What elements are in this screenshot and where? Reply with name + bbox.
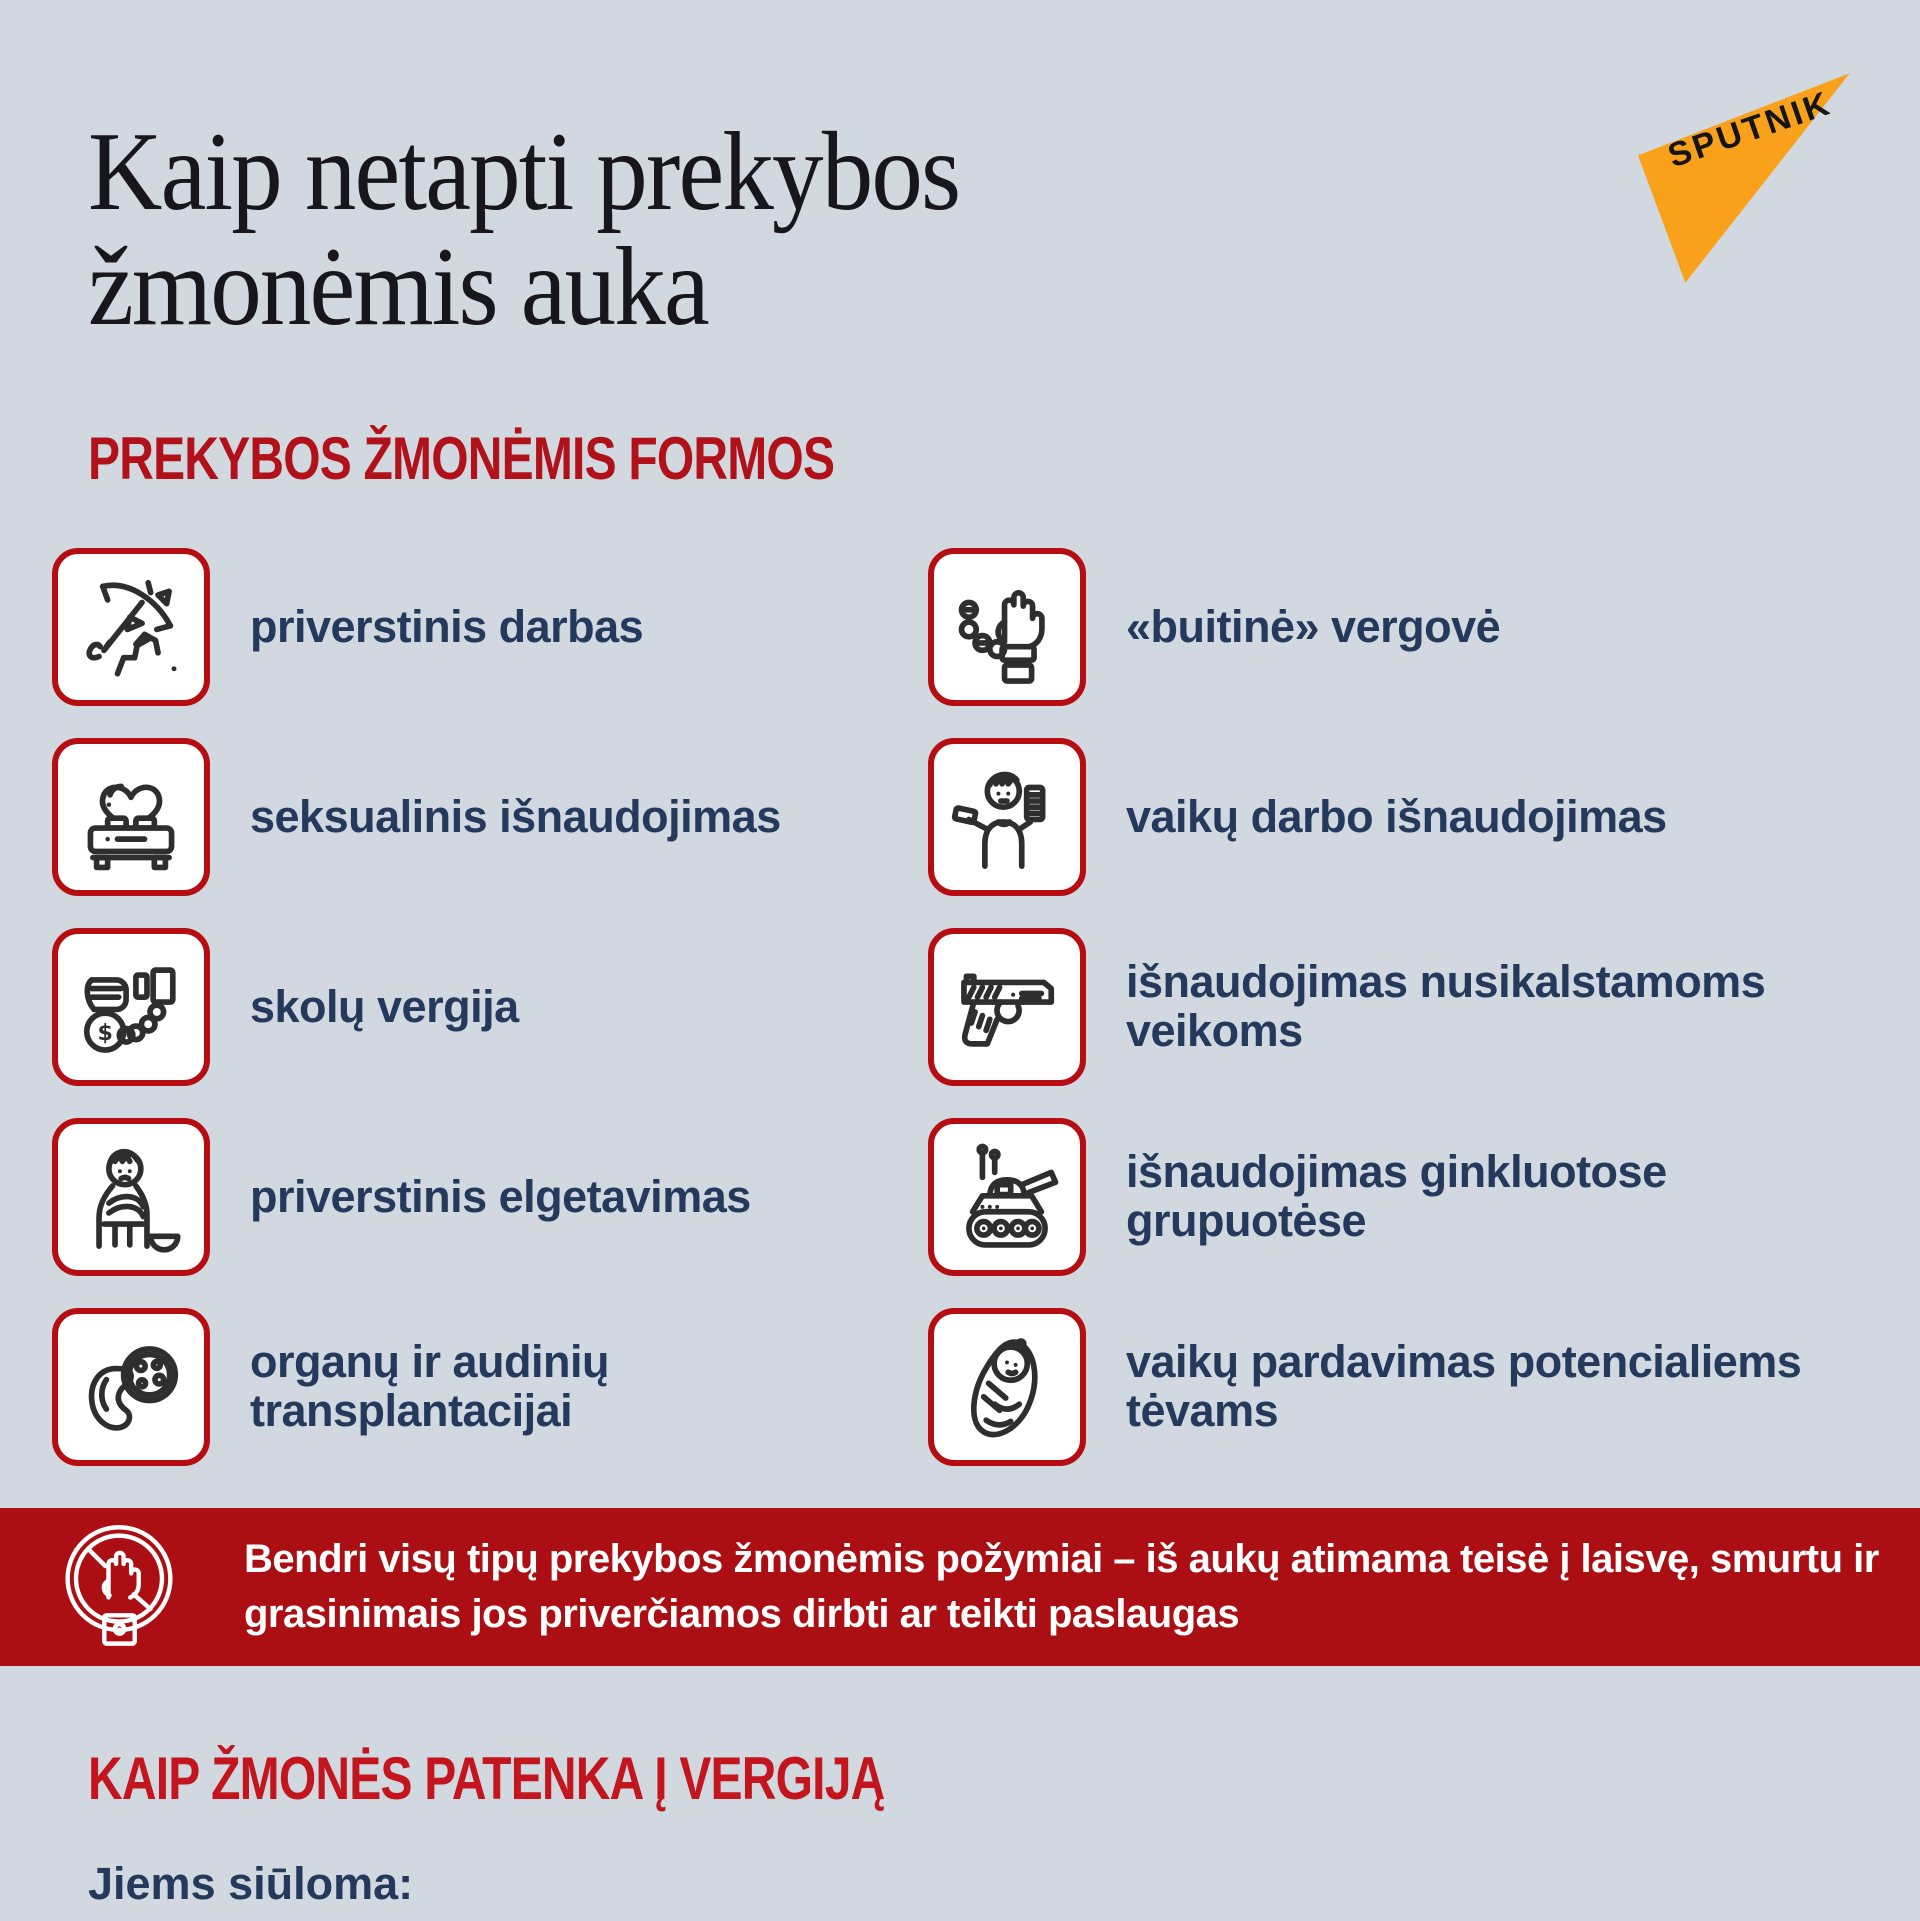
trafficking-forms-grid [52, 532, 1868, 1482]
stop-hand-icon [58, 1522, 180, 1652]
swaddled-baby-icon [948, 1328, 1066, 1446]
bed-heart-icon [72, 758, 190, 876]
icon-box [928, 1308, 1086, 1466]
list-item-sexual-exploitation [52, 722, 928, 912]
begging-child-icon [72, 1138, 190, 1256]
forms-section-heading: PREKYBOS ŽMONĖMIS FORMOS [88, 425, 835, 492]
list-item-label: priverstinis darbas [250, 600, 644, 652]
icon-box [52, 928, 210, 1086]
list-item-armed-groups [928, 1102, 1868, 1292]
list-item-organ-transplant [52, 1292, 928, 1482]
icon-box [52, 548, 210, 706]
list-item-label: išnaudojimas ginkluotose grupuotėse [1126, 1146, 1667, 1246]
tank-icon [948, 1138, 1066, 1256]
list-item-label: priverstinis elgetavimas [250, 1170, 751, 1222]
list-item-label: išnaudojimas nusikalstamoms veikoms [1126, 956, 1766, 1056]
list-item-label: skolų vergija [250, 980, 519, 1032]
pickaxe-icon [72, 568, 190, 686]
list-item-child-labor [928, 722, 1868, 912]
organ-transplant-icon [72, 1328, 190, 1446]
list-item-criminal-exploitation [928, 912, 1868, 1102]
icon-box [928, 548, 1086, 706]
list-item-label: vaikų pardavimas potencialiems tėvams [1126, 1336, 1802, 1436]
list-item-debt-bondage [52, 912, 928, 1102]
debt-bondage-icon [72, 948, 190, 1066]
icon-box [52, 1118, 210, 1276]
pistol-icon [948, 948, 1066, 1066]
common-signs-banner [0, 1508, 1920, 1666]
icon-box [52, 738, 210, 896]
child-money-icon [948, 758, 1066, 876]
svg-text:$: $ [97, 1020, 113, 1047]
icon-box [928, 738, 1086, 896]
icon-box [928, 928, 1086, 1086]
list-item-label: vaikų darbo išnaudojimas [1126, 790, 1667, 842]
page-title: Kaip netapti prekybos žmonėmis auka [88, 110, 960, 350]
list-item-label: «buitinė» vergovė [1126, 600, 1501, 652]
list-item-child-selling [928, 1292, 1868, 1482]
list-item-label: organų ir audinių transplantacijai [250, 1336, 609, 1436]
slavery-section-heading: KAIP ŽMONĖS PATENKA Į VERGIJĄ [88, 1745, 885, 1812]
sputnik-logo [1636, 64, 1862, 292]
list-item-forced-labor [52, 532, 928, 722]
slavery-intro-label: Jiems siūloma: [88, 1858, 414, 1909]
sputnik-logo-text: SPUTNIK [1663, 83, 1837, 176]
common-signs-text: Bendri visų tipų prekybos žmonėmis požymiai – iš aukų atimama teisė į laisvę, smurtu ir grasinimais jos priverčiamos dirbti ar teikti paslaugas [244, 1536, 1879, 1636]
icon-box [52, 1308, 210, 1466]
chained-hand-icon [948, 568, 1066, 686]
icon-box [928, 1118, 1086, 1276]
list-item-label: seksualinis išnaudojimas [250, 790, 781, 842]
list-item-forced-begging [52, 1102, 928, 1292]
list-item-domestic-slavery [928, 532, 1868, 722]
